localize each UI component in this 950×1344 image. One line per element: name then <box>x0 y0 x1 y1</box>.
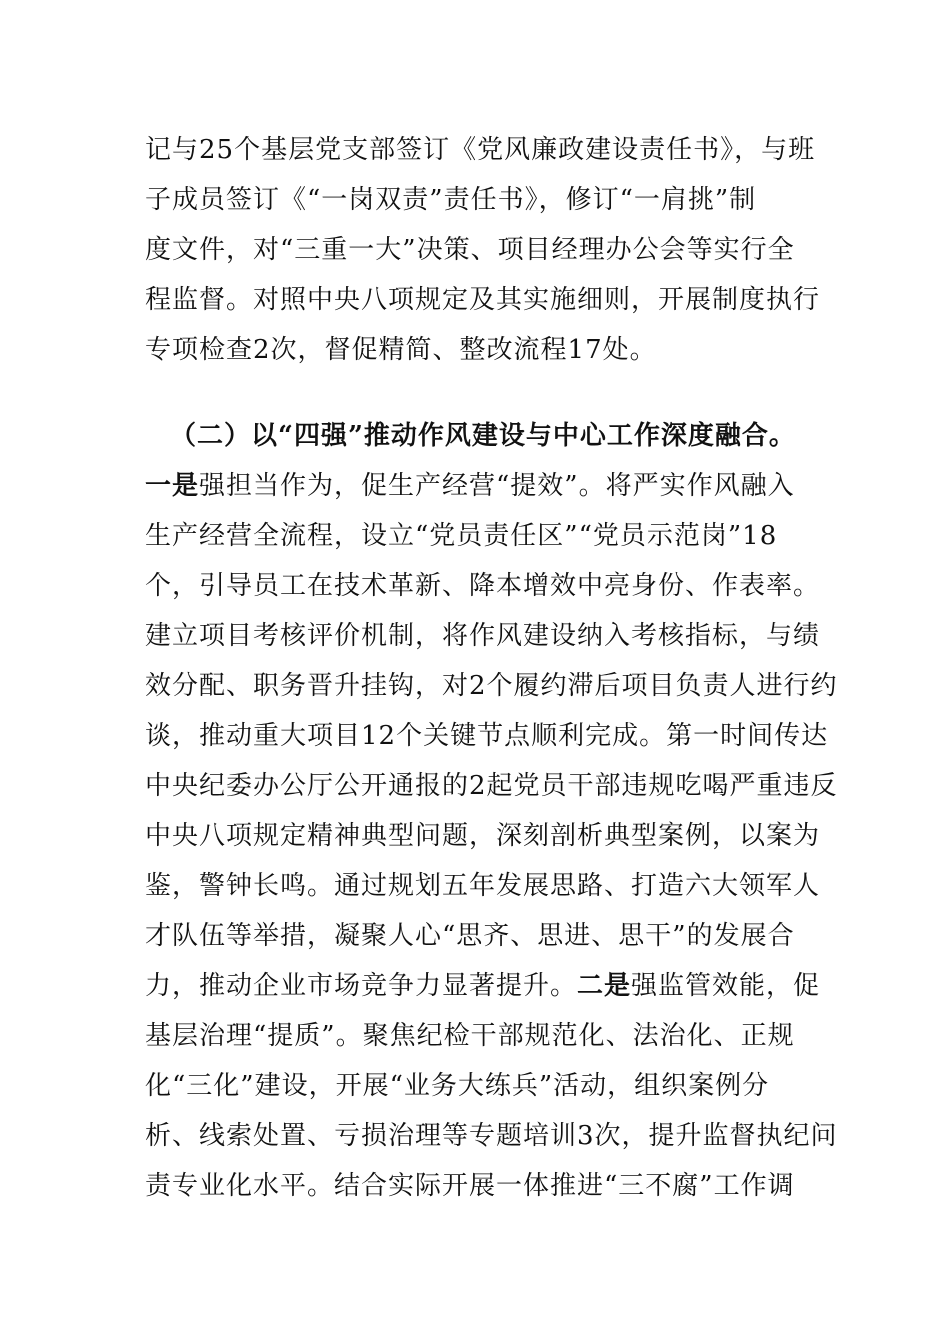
section2-line-3: 个，引导员工在技术革新、降本增效中亮身份、作表率。 <box>145 571 821 601</box>
section2-line-2: 生产经营全流程，设立“党员责任区”“党员示范岗”18 <box>145 521 778 551</box>
first-point-text: 强担当作为，促生产经营“提效”。将严实作风融入 <box>199 471 795 501</box>
section-heading: （二）以“四强”推动作风建设与中心工作深度融合。 <box>170 421 796 451</box>
section2-line-7: 中央纪委办公厅公开通报的2起党员干部违规吃喝严重违反 <box>145 771 838 801</box>
section2-line-14: 析、线索处置、亏损治理等专题培训3次，提升监督执纪问 <box>145 1121 838 1151</box>
second-point-text: 强监管效能，促 <box>631 971 821 1001</box>
section2-line-8: 中央八项规定精神典型问题，深刻剖析典型案例，以案为 <box>145 821 821 851</box>
section2-line-5: 效分配、职务晋升挂钩，对2个履约滞后项目负责人进行约 <box>145 671 838 701</box>
section2-line-15: 责专业化水平。结合实际开展一体推进“三不腐”工作调 <box>145 1171 795 1201</box>
section2-line-13: 化“三化”建设，开展“业务大练兵”活动，组织案例分 <box>145 1071 770 1101</box>
paragraph1-line-4: 程监督。对照中央八项规定及其实施细则，开展制度执行 <box>145 285 821 315</box>
second-point-pre-text: 力，推动企业市场竞争力显著提升。 <box>145 971 578 1001</box>
paragraph1-line-3: 度文件，对“三重一大”决策、项目经理办公会等实行全 <box>145 235 795 265</box>
section2-line-6: 谈，推动重大项目12个关键节点顺利完成。第一时间传达 <box>145 721 829 751</box>
section2-line-10: 才队伍等举措，凝聚人心“思齐、思进、思干”的发展合 <box>145 921 795 951</box>
section2-line-1 <box>145 466 825 506</box>
section2-line-4: 建立项目考核评价机制，将作风建设纳入考核指标，与绩 <box>145 621 821 651</box>
section2-line-12: 基层治理“提质”。聚焦纪检干部规范化、法治化、正规 <box>145 1021 795 1051</box>
paragraph1-line-2: 子成员签订《“一岗双责”责任书》，修订“一肩挑”制 <box>145 185 757 215</box>
section2-line-11 <box>145 966 825 1006</box>
paragraph1-line-1: 记与25个基层党支部签订《党风廉政建设责任书》，与班 <box>145 135 816 165</box>
first-point-label: 一是 <box>145 471 200 501</box>
section2-line-9: 鉴，警钟长鸣。通过规划五年发展思路、打造六大领军人 <box>145 871 821 901</box>
paragraph1-line-5: 专项检查2次，督促精简、整改流程17处。 <box>145 335 657 365</box>
second-point-label: 二是 <box>577 971 632 1001</box>
